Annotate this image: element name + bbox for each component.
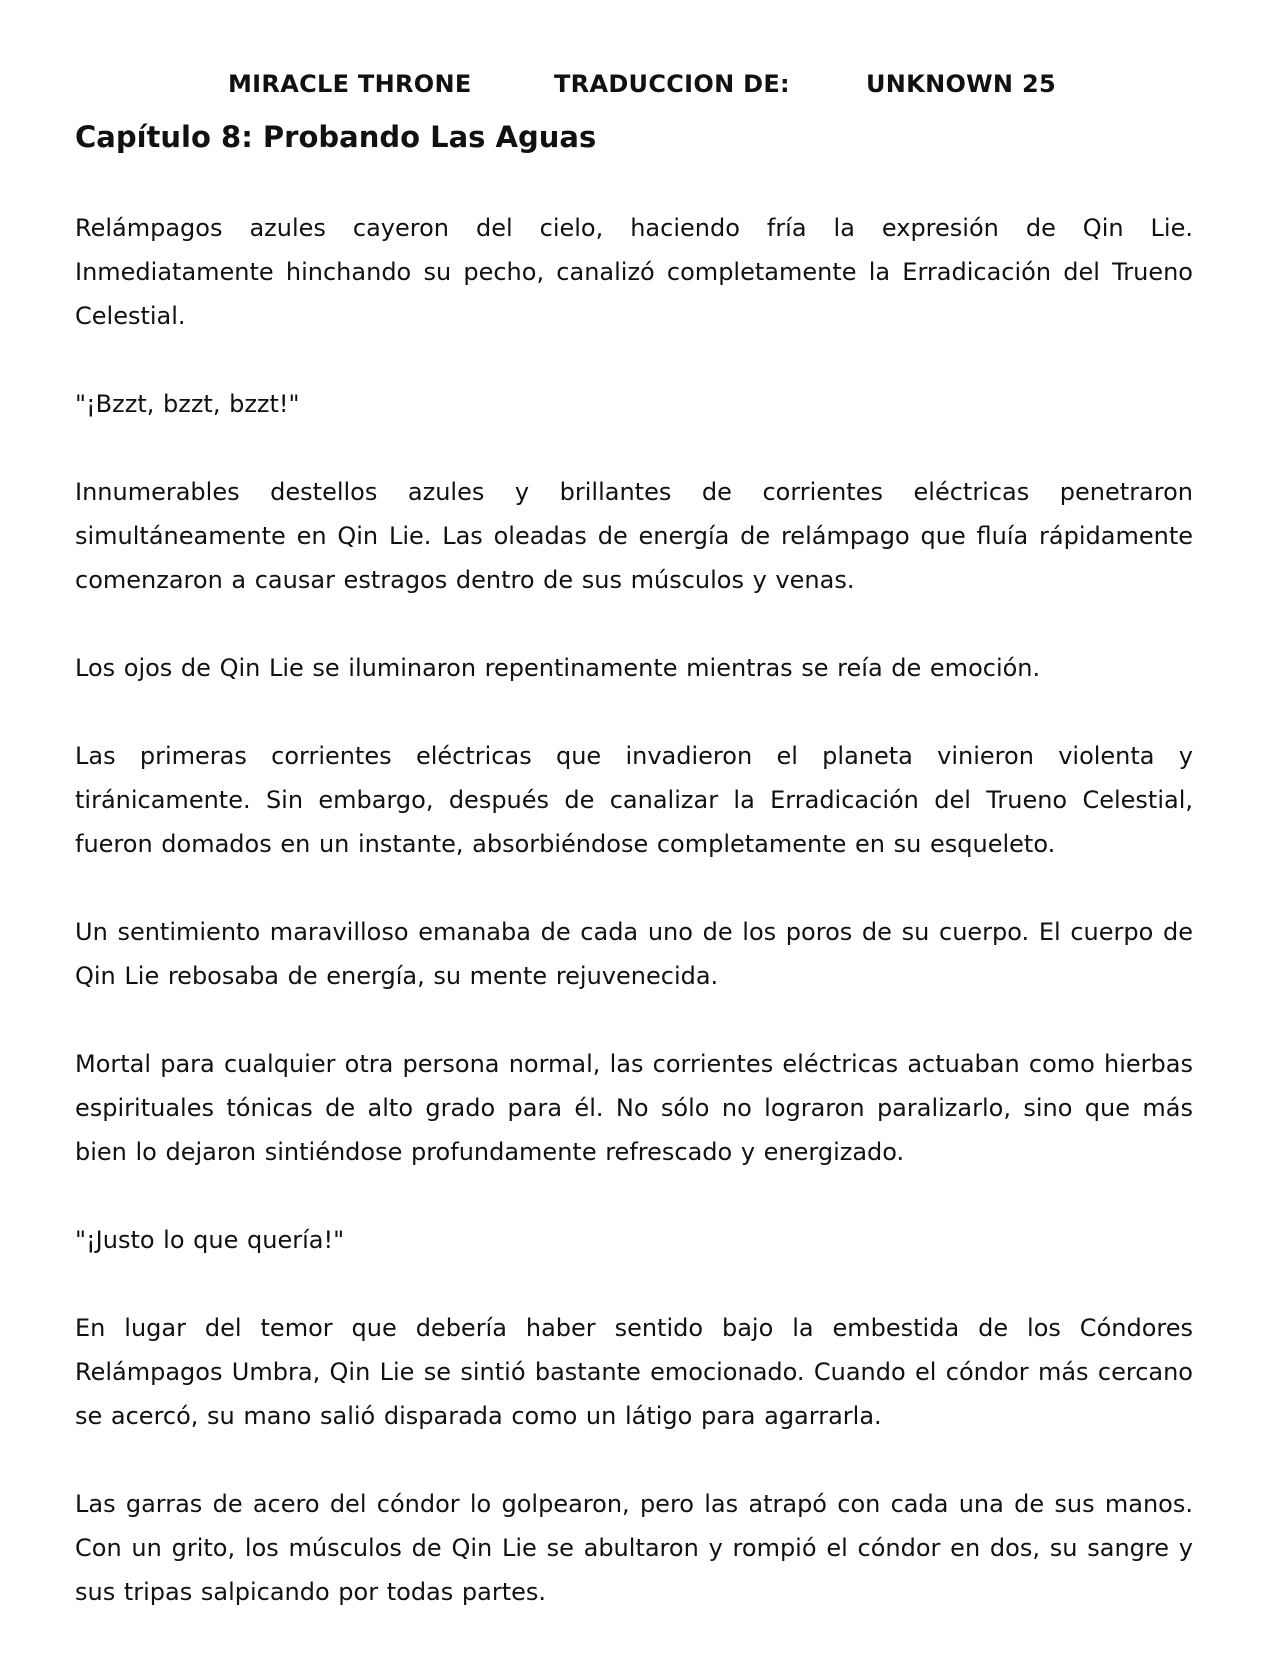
paragraph: Las garras de acero del cóndor lo golpearon, pero las atrapó con cada una de sus manos. Con un grito, los músculos de Qin Lie se abultaron y rompió el cóndor en dos, su sangre y sus tripas salpicando por todas partes. (75, 1490, 1193, 1606)
paragraph: Las primeras corrientes eléctricas que invadieron el planeta vinieron violenta y tiránicamente. Sin embargo, después de canalizar la Erradicación del Trueno Celestial, fueron domados en un instante, absorbiéndose completamente en su esqueleto. (75, 742, 1193, 858)
paragraph: Innumerables destellos azules y brillantes de corrientes eléctricas penetraron simultáneamente en Qin Lie. Las oleadas de energía de relámpago que fluía rápidamente comenzaron a causar estragos dentro de sus músculos y venas. (75, 478, 1193, 594)
paragraph: "¡Justo lo que quería!" (75, 1226, 345, 1254)
chapter-title: Capítulo 8: Probando Las Aguas (75, 120, 597, 154)
header-translator-name: UNKNOWN 25 (866, 70, 1056, 98)
paragraph: Relámpagos azules cayeron del cielo, haciendo fría la expresión de Qin Lie. Inmediatamente hinchando su pecho, canalizó completamente la Erradicación del Trueno Celestial. (75, 214, 1193, 330)
page-header (0, 70, 1275, 106)
header-translation-label: TRADUCCION DE: (554, 70, 790, 98)
paragraph: Los ojos de Qin Lie se iluminaron repentinamente mientras se reía de emoción. (75, 654, 1041, 682)
paragraph: Mortal para cualquier otra persona normal, las corrientes eléctricas actuaban como hierbas espirituales tónicas de alto grado para él. No sólo no lograron paralizarlo, sino que más bien lo dejaron sintiéndose profundamente refrescado y energizado. (75, 1050, 1193, 1166)
chapter-body (75, 206, 1193, 1658)
paragraph: En lugar del temor que debería haber sentido bajo la embestida de los Cóndores Relámpagos Umbra, Qin Lie se sintió bastante emocionado. Cuando el cóndor más cercano se acercó, su mano salió disparada como un látigo para agarrarla. (75, 1314, 1193, 1430)
paragraph: "¡Bzzt, bzzt, bzzt!" (75, 390, 300, 418)
header-novel-title: MIRACLE THRONE (228, 70, 472, 98)
paragraph: Un sentimiento maravilloso emanaba de cada uno de los poros de su cuerpo. El cuerpo de Qin Lie rebosaba de energía, su mente rejuvenecida. (75, 918, 1193, 990)
